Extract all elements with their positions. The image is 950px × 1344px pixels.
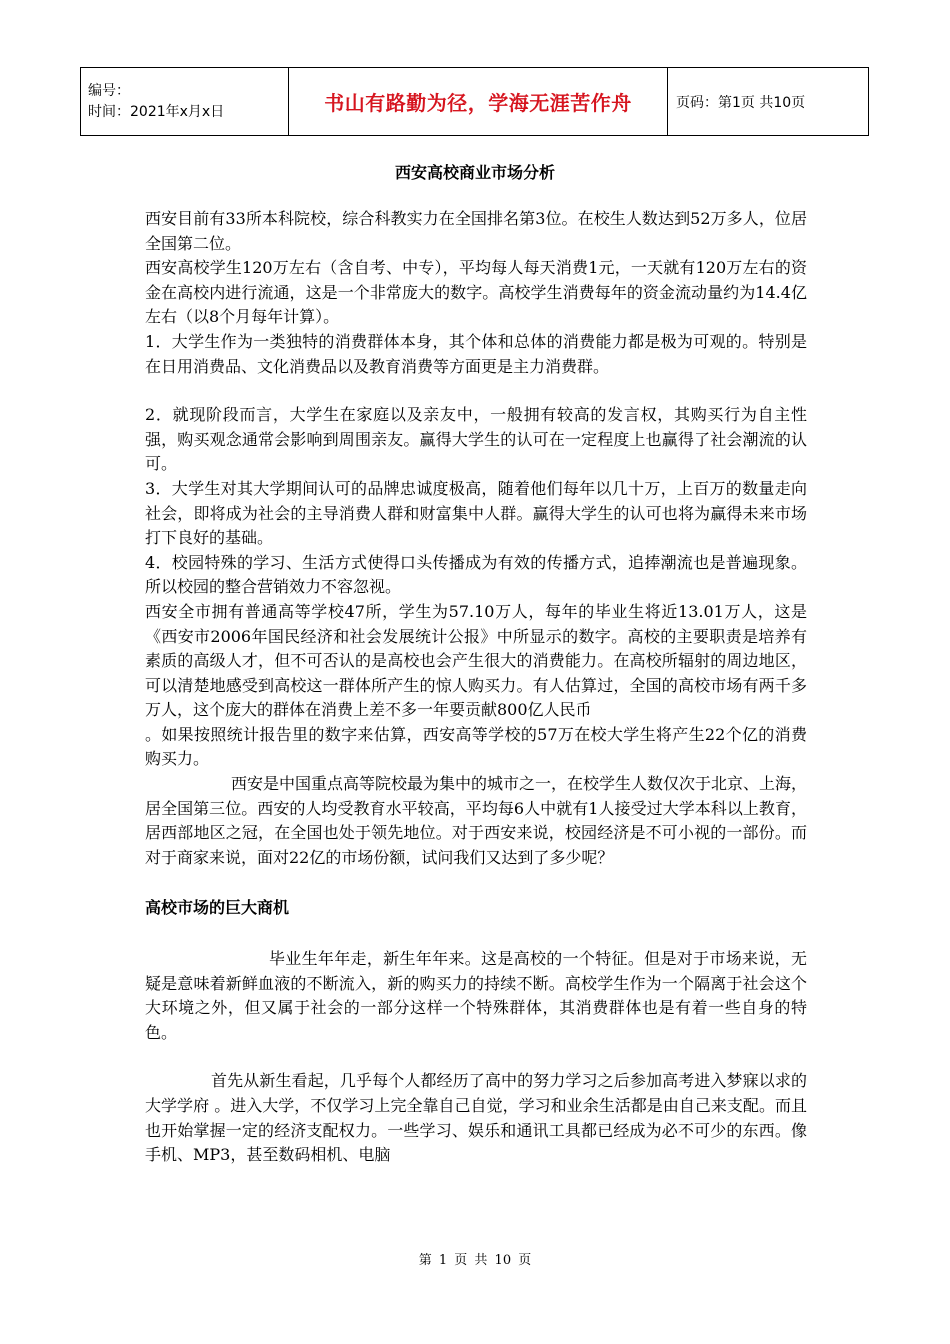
document-body bbox=[145, 207, 807, 1168]
header-meta-cell bbox=[81, 68, 289, 136]
paragraph: 西安目前有33所本科院校，综合科教实力在全国排名第3位。在校生人数达到52万多人，位居全国第二位。 bbox=[145, 209, 807, 253]
paragraph: 西安高校学生120万左右（含自考、中专），平均每人每天消费1元，一天就有120万左右的资金在高校内进行流通，这是一个非常庞大的数字。高校学生消费每年的资金流动量约为14.4亿左右（以8个月每年计算）。 bbox=[145, 258, 807, 327]
document-title: 西安高校商业市场分析 bbox=[394, 163, 555, 182]
document-number-label: 编号： bbox=[88, 82, 130, 99]
paragraph: 1．大学生作为一类独特的消费群体本身，其个体和总体的消费能力都是极为可观的。特别是在日用消费品、文化消费品以及教育消费等方面更是主力消费群。 bbox=[145, 331, 807, 376]
paragraph: 首先从新生看起，几乎每个人都经历了高中的努力学习之后参加高考进入梦寐以求的大学学府 。进入大学，不仅学习上完全靠自己自觉，学习和业余生活都是由自己来支配。而且也开始掌握一定的经济支配权力。一些学习、娱乐和通讯工具都已经成为必不可少的东西。像手机、MP3，甚至数码相机、电脑 bbox=[145, 1071, 807, 1165]
paragraph: 。如果按照统计报告里的数字来估算，西安高等学校的57万在校大学生将产生22个亿的消费购买力。 bbox=[145, 724, 807, 769]
header-motto: 书山有路勤为径，学海无涯苦作舟 bbox=[289, 68, 668, 136]
section-heading: 高校市场的巨大商机 bbox=[145, 898, 290, 918]
paragraph: 西安全市拥有普通高等学校47所，学生为57.10万人，每年的毕业生将近13.01万人，这是《西安市2006年国民经济和社会发展统计公报》中所显示的数字。高校的主要职责是培养有素质的高级人才，但不可否认的是高校也会产生很大的消费能力。在高校所辐射的周边地区，可以清楚地感受到高校这一群体所产生的惊人购买力。有人估算过，全国的高校市场有两千多万人，这个庞大的群体在消费上差不多一年要贡献800亿人民币 bbox=[145, 601, 807, 720]
paragraph: 4．校园特殊的学习、生活方式使得口头传播成为有效的传播方式，追捧潮流也是普遍现象。所以校园的整合营销效力不容忽视。 bbox=[145, 552, 807, 597]
paragraph: 毕业生年年走，新生年年来。这是高校的一个特征。但是对于市场来说，无疑是意味着新鲜血液的不断流入，新的购买力的持续不断。高校学生作为一个隔离于社会这个大环境之外，但又属于社会的一部分这样一个特殊群体，其消费群体也是有着一些自身的特色。 bbox=[145, 949, 807, 1042]
page-footer: 第 1 页 共 10 页 bbox=[418, 1253, 532, 1268]
document-header bbox=[80, 67, 869, 136]
paragraph: 西安是中国重点高等院校最为集中的城市之一，在校学生人数仅次于北京、上海，居全国第三位。西安的人均受教育水平较高，平均每6人中就有1人接受过大学本科以上教育，居西部地区之冠，在全国也处于领先地位。对于西安来说，校园经济是不可小视的一部份。而对于商家来说，面对22亿的市场份额，试问我们又达到了多少呢？ bbox=[145, 774, 808, 867]
paragraph: 2．就现阶段而言，大学生在家庭以及亲友中，一般拥有较高的发言权，其购买行为自主性强，购买观念通常会影响到周围亲友。赢得大学生的认可在一定程度上也赢得了社会潮流的认可。 bbox=[145, 405, 807, 474]
document-time-label: 时间：2021年x月x日 bbox=[88, 103, 225, 120]
header-page-label: 页码：第1页 共10页 bbox=[668, 68, 869, 136]
paragraph: 3．大学生对其大学期间认可的品牌忠诚度极高，随着他们每年以几十万，上百万的数量走向社会，即将成为社会的主导消费人群和财富集中人群。赢得大学生的认可也将为赢得未来市场打下良好的基础。 bbox=[145, 478, 807, 548]
